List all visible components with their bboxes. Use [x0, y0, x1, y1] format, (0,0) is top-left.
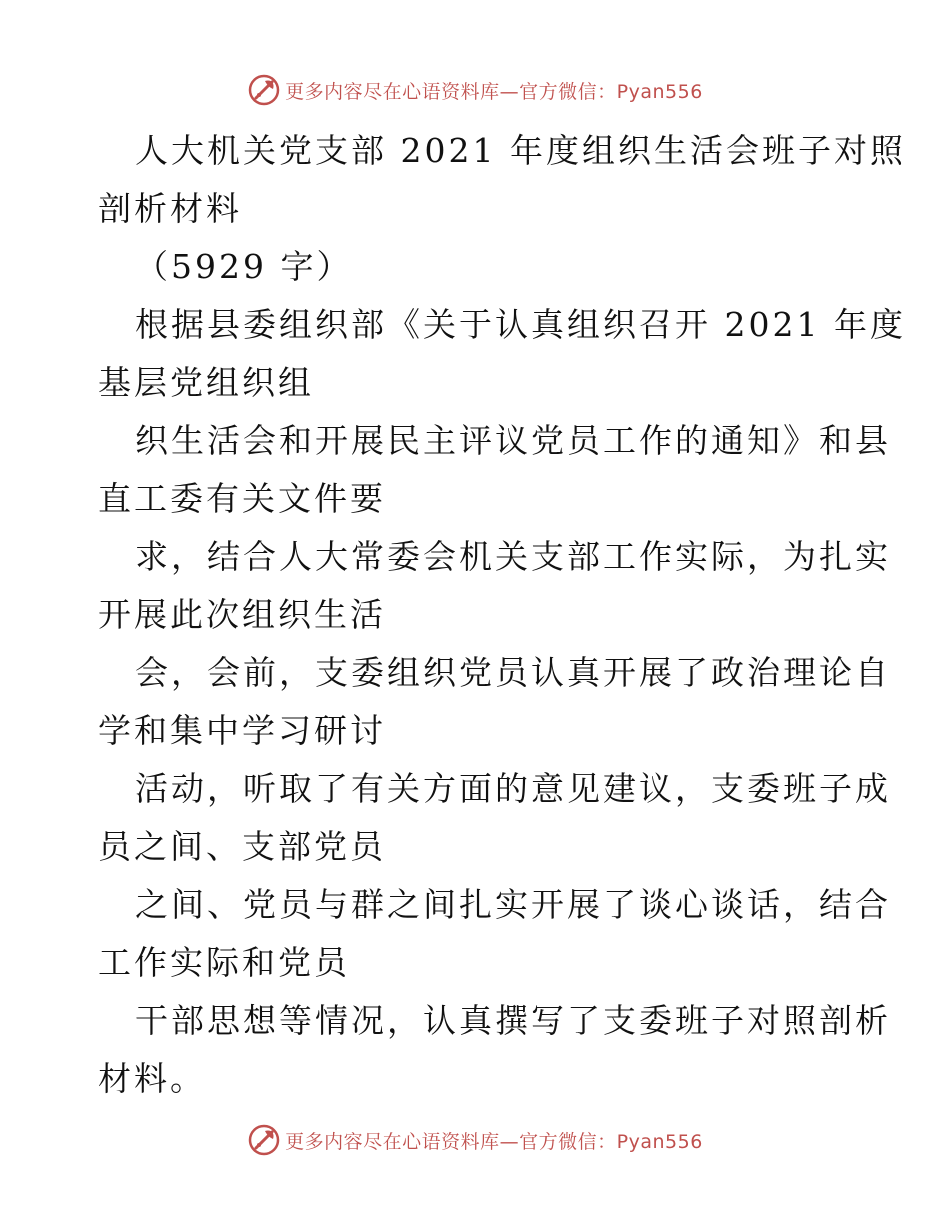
- quill-logo-icon: [247, 1123, 281, 1157]
- paragraph-line: 之间、党员与群之间扎实开展了谈心谈话，结合: [135, 885, 891, 924]
- document-body: [98, 122, 906, 1108]
- paragraph-line: 员之间、支部党员: [98, 827, 386, 866]
- paragraph-line: 学和集中学习研讨: [98, 711, 386, 750]
- footer-watermark: [0, 1120, 950, 1160]
- header-watermark: [0, 70, 950, 110]
- paragraph-line: 织生活会和开展民主评议党员工作的通知》和县: [135, 421, 891, 460]
- word-count: （5929 字）: [135, 247, 353, 286]
- watermark-text: 更多内容尽在心语资料库—官方微信：Pyan556: [285, 1130, 703, 1153]
- paragraph-line: 干部思想等情况，认真撰写了支委班子对照剖析: [135, 1001, 891, 1040]
- paragraph-line: 直工委有关文件要: [98, 479, 386, 518]
- quill-logo-icon: [247, 73, 281, 107]
- paragraph-line: 工作实际和党员: [98, 943, 350, 982]
- document-title-line-2: 剖析材料: [98, 189, 242, 228]
- paragraph-line: 开展此次组织生活: [98, 595, 386, 634]
- document-title-line-1: 人大机关党支部 2021 年度组织生活会班子对照: [135, 131, 906, 170]
- paragraph-line: 根据县委组织部《关于认真组织召开 2021 年度: [135, 305, 906, 344]
- paragraph-line: 材料。: [98, 1059, 206, 1098]
- watermark-text: 更多内容尽在心语资料库—官方微信：Pyan556: [285, 80, 703, 103]
- paragraph-line: 活动，听取了有关方面的意见建议，支委班子成: [135, 769, 891, 808]
- paragraph-line: 基层党组织组: [98, 363, 314, 402]
- paragraph-line: 求，结合人大常委会机关支部工作实际，为扎实: [135, 537, 891, 576]
- paragraph-line: 会，会前，支委组织党员认真开展了政治理论自: [135, 653, 891, 692]
